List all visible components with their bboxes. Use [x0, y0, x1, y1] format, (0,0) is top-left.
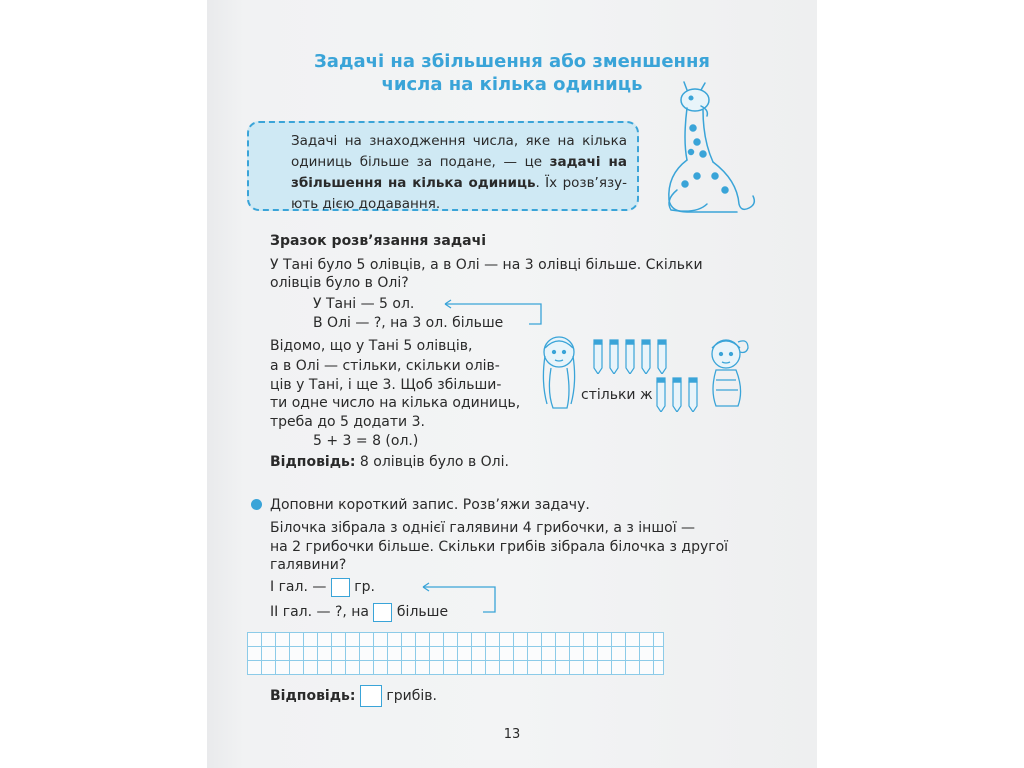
- rule-text-part1: Задачі на знаходження числа, яке на кілька одиниць більше за подане, — це: [291, 133, 627, 170]
- equation: 5 + 3 = 8 (ол.): [313, 433, 419, 449]
- explanation-line-3: ців у Тані, і ще 3. Щоб збільши-: [270, 377, 502, 393]
- answer-box-total[interactable]: [360, 685, 382, 707]
- explanation-line-2: а в Олі — стільки, скільки олів-: [270, 358, 500, 374]
- task-text-line-2: на 2 грибочки більше. Скільки грибів зібрала білочка з другої: [270, 539, 729, 555]
- task-answer-label: Відповідь:: [270, 688, 356, 704]
- task-instruction: Доповни короткий запис. Розв’яжи задачу.: [270, 497, 590, 513]
- pencils-row-bottom: [653, 374, 703, 412]
- task-answer-suffix: грибів.: [386, 688, 437, 704]
- task-answer-line: [270, 685, 437, 707]
- title-line-1: Задачі на збільшення або зменшення: [314, 51, 710, 72]
- pencils-row-top: [590, 336, 670, 374]
- rule-text-bold: задачі на збільшення на кілька одиниць: [291, 154, 627, 191]
- sample-answer-label: Відповідь:: [270, 454, 356, 470]
- title-line-2: числа на кілька одиниць: [381, 74, 643, 95]
- task-note-2-prefix: II гал. — ?, на: [270, 604, 370, 620]
- task-bullet-icon: [251, 499, 262, 510]
- short-note-line-2: В Олі — ?, на 3 ол. більше: [313, 315, 504, 331]
- short-note-line-1: У Тані — 5 ол.: [313, 296, 415, 312]
- task-bracket-arrow-icon: [415, 580, 501, 620]
- task-note-2-suffix: більше: [396, 604, 449, 620]
- sample-heading: Зразок розв’язання задачі: [270, 233, 487, 249]
- explanation-line-1: Відомо, що у Тані 5 олівців,: [270, 338, 473, 354]
- task-text-line-1: Білочка зібрала з однієї галявини 4 грибочки, а з іншої —: [270, 520, 696, 536]
- explanation-line-4: ти одне число на кілька одиниць,: [270, 395, 521, 411]
- task-note-line-1: [270, 576, 375, 598]
- answer-box-difference[interactable]: [373, 603, 392, 622]
- textbook-page: [207, 0, 817, 768]
- task-note-1-suffix: гр.: [354, 579, 375, 595]
- answer-box-first-glade[interactable]: [331, 578, 350, 597]
- girl-tanya-illustration: [537, 332, 581, 412]
- task-note-1-prefix: I гал. —: [270, 579, 327, 595]
- sample-answer: [270, 451, 509, 473]
- bracket-arrow-icon: [437, 298, 547, 330]
- sample-problem-line-2: олівців було в Олі?: [270, 275, 409, 291]
- rule-box: [247, 121, 639, 211]
- picture-label: стільки ж: [581, 387, 653, 403]
- girl-olya-illustration: [702, 330, 752, 410]
- sample-problem-line-1: У Тані було 5 олівців, а в Олі — на 3 олівці більше. Скільки: [270, 257, 703, 273]
- rule-text-part2: . Їх розв’язують дією додавання.: [291, 175, 627, 212]
- solution-grid[interactable]: [247, 632, 664, 675]
- sample-answer-text: 8 олівців було в Олі.: [355, 454, 509, 470]
- page-number: 13: [503, 727, 521, 742]
- explanation-line-5: треба до 5 додати 3.: [270, 414, 425, 430]
- task-text-line-3: галявини?: [270, 557, 347, 573]
- giraffe-illustration: [657, 80, 762, 220]
